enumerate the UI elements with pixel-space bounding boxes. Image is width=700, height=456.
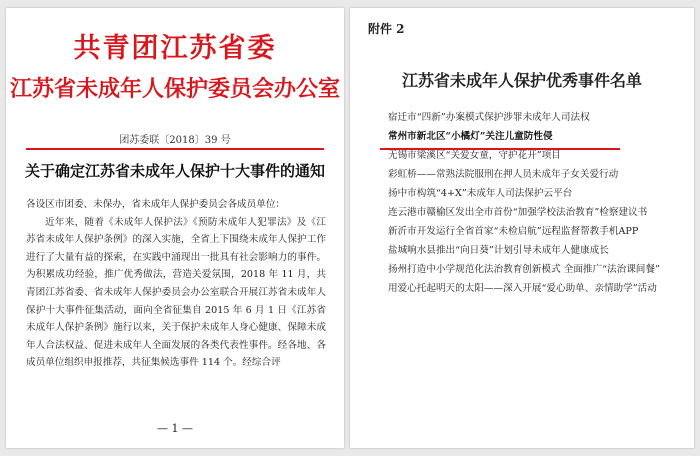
list-item: 彩虹桥——常熟法院服刑在押人员未成年子女关爱行动 — [388, 169, 619, 180]
list-item: 新沂市开发运行全省首家“未检启航”远程监督帮教手机APP — [388, 226, 639, 237]
list-item: 宿迁市“四新”办案模式保护涉罪未成年人司法权 — [388, 112, 590, 123]
page-number: — 1 — — [157, 422, 193, 435]
notice-page — [6, 8, 344, 448]
issuer-header-line2: 江苏省未成年人保护委员会办公室 — [9, 77, 340, 102]
red-divider — [26, 148, 324, 150]
list-item: 盐城响水县推出“向日葵”计划引导未成年人健康成长 — [388, 245, 609, 256]
event-list — [368, 108, 684, 298]
list-item: 扬中市构筑“4+X”未成年人司法保护云平台 — [388, 188, 573, 199]
annex-page — [350, 8, 694, 448]
annex-label: 附件 2 — [368, 22, 405, 36]
body-paragraph: 近年来，随着《未成年人保护法》《预防未成年人犯罪法》及《江苏省未成年人保护条例》的深入实施，全省上下围绕未成年人保护工作进行了大量有益的探索，在实践中涌现出一批具有社会影响力的事件。为积累成功经验，推广优秀做法，营造关爱氛围，2018 年 11 月，共青团江苏省委、省未成年人保护委员会办公室联合开展江苏省未成年人保护十大事件征集活动，面向全省征集自 2015 年 6 月 1 日《江苏省未成年人保护条例》施行以来，关于保护未成年人身心健康、保障未成年人合法权益、促进未成年人全面发展的各类代表性事件。经各地、各成员单位组织申报推荐，共征集候选事件 114 个。经综合评 — [26, 216, 326, 369]
document-number: 团苏委联〔2018〕39 号 — [119, 135, 231, 146]
issuer-header-line1: 共青团江苏省委 — [73, 33, 277, 64]
notice-title: 关于确定江苏省未成年人保护十大事件的通知 — [24, 162, 325, 180]
salutation: 各设区市团委、未保办，省未成年人保护委员会各成员单位： — [26, 199, 286, 210]
list-item: 用爱心托起明天的太阳——深入开展“爱心助单、亲情助学”活动 — [388, 283, 657, 294]
list-item-highlighted: 常州市新北区“小橘灯”关注儿童防性侵 — [388, 131, 553, 142]
list-item: 连云港市赣榆区发出全市首份“加强学校法治教育”检察建议书 — [388, 207, 648, 218]
list-item: 扬州打造中小学规范化法治教育创新模式 全面推广“法治课间餐” — [388, 264, 660, 275]
highlight-underline — [380, 148, 620, 150]
list-item: 无锡市梁溪区“关爱女童，守护花开”项目 — [388, 150, 561, 161]
notice-body — [26, 196, 326, 372]
list-title: 江苏省未成年人保护优秀事件名单 — [401, 71, 642, 90]
